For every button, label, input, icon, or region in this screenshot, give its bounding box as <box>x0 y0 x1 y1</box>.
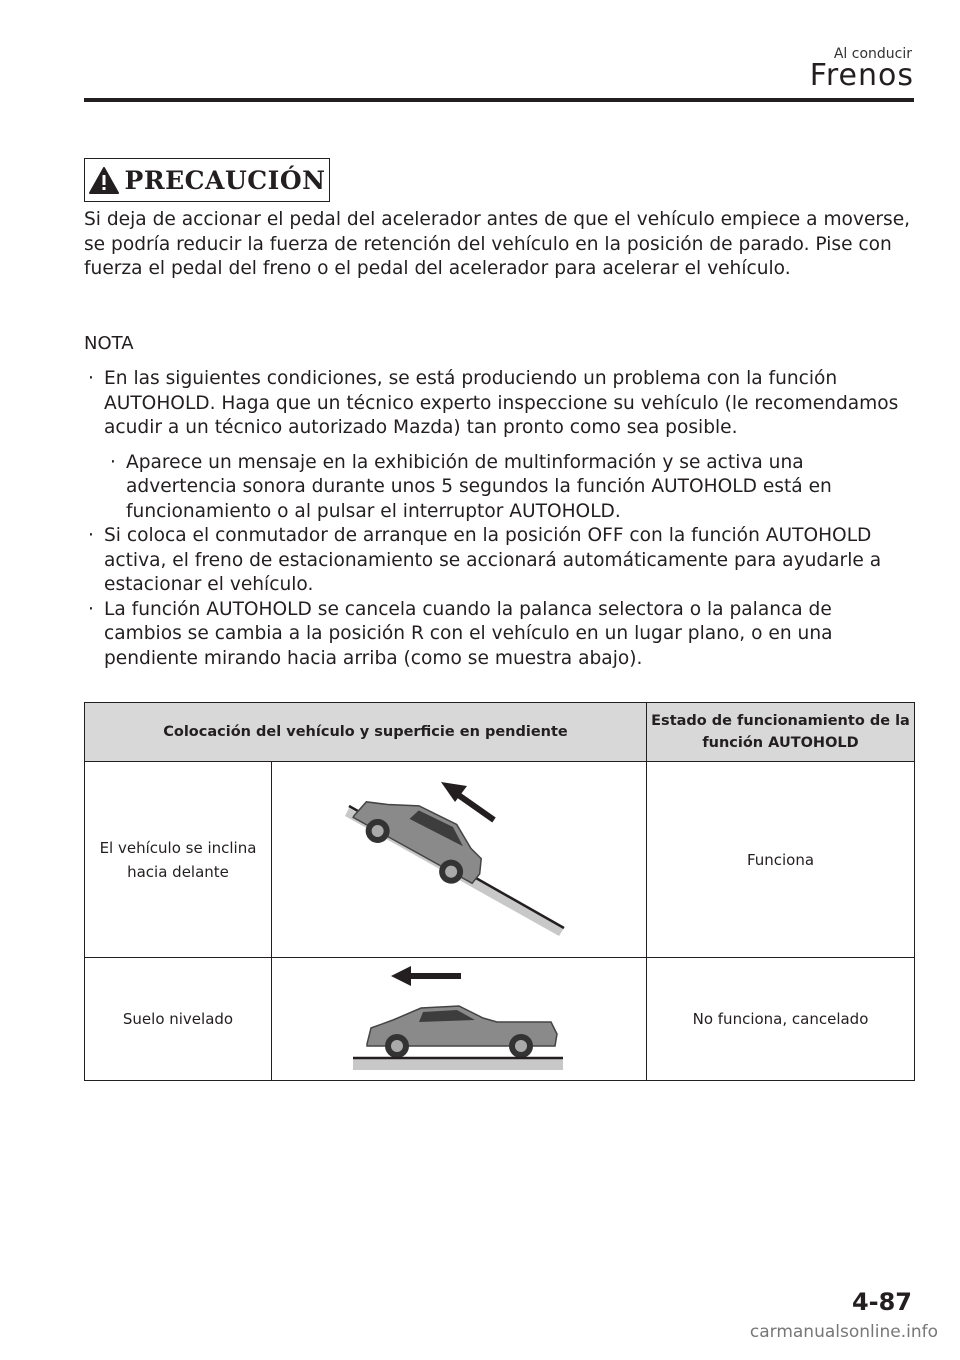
header-chapter-title: Frenos <box>809 58 914 93</box>
bullet: · <box>88 598 94 620</box>
header-rule <box>84 98 914 102</box>
list-item <box>84 598 914 672</box>
table-cell-status: No funciona, cancelado <box>647 958 915 1081</box>
nota-list <box>84 367 914 671</box>
bullet: · <box>110 451 116 473</box>
car-on-level-ground-illustration <box>349 962 569 1072</box>
table-cell-image <box>272 762 647 958</box>
table-cell-condition: Suelo nivelado <box>85 958 272 1081</box>
nota-label: NOTA <box>84 333 134 354</box>
autohold-slope-table <box>84 702 915 1081</box>
table-header-state: Estado de funcionamiento de la función AUTOHOLD <box>647 703 915 762</box>
list-item-text: En las siguientes condiciones, se está produciendo un problema con la función AUTOHOLD. Haga que un técnico experto inspeccione su vehículo (le recomendamos acudir a un técnico autorizado Mazda) tan pronto como sea posible. <box>104 368 899 438</box>
table-cell-image <box>272 958 647 1081</box>
arrow-up-left-icon <box>441 782 494 820</box>
table-row <box>85 762 915 958</box>
car-icon <box>367 1006 557 1058</box>
table-header-row <box>85 703 915 762</box>
list-item <box>84 451 914 525</box>
bullet: · <box>88 525 94 546</box>
page-number: 4-87 <box>851 1288 912 1316</box>
list-item-text: Si coloca el conmutador de arranque en la posición OFF con la función AUTOHOLD activa, el freno de estacionamiento se accionará automáticamente para ayudarle a estacionar el vehículo. <box>104 525 882 595</box>
car-on-slope-illustration <box>329 768 589 948</box>
bullet: · <box>88 368 94 389</box>
table-header-position: Colocación del vehículo y superficie en pendiente <box>85 703 647 762</box>
warning-triangle-icon <box>89 167 119 194</box>
condition-text: El vehículo se inclina hacia delante <box>99 838 257 881</box>
arrow-left-icon <box>391 966 461 986</box>
list-item <box>84 367 914 441</box>
table-cell-status: Funciona <box>647 762 915 958</box>
table-cell-condition <box>85 762 272 958</box>
car-icon <box>347 778 495 894</box>
list-item-text: Aparece un mensaje en la exhibición de multinformación y se activa una advertencia sonora durante unos 5 segundos la función AUTOHOLD está en funcionamiento o al pulsar el interruptor AUTOHOLD. <box>126 451 832 522</box>
table-row <box>85 958 915 1081</box>
caution-title: PRECAUCIÓN <box>124 165 326 195</box>
header-section: Al conducir <box>833 46 912 62</box>
caution-text: Si deja de accionar el pedal del acelerador antes de que el vehículo empiece a moverse, se podría reducir la fuerza de retención del vehículo en la posición de parado. Pise con fuerza el pedal del freno o el pedal del acelerador para acelerar el vehículo. <box>84 209 911 279</box>
list-item <box>84 524 914 598</box>
caution-box <box>84 158 330 202</box>
watermark: carmanualsonline.info <box>749 1322 938 1342</box>
list-item-text: La función AUTOHOLD se cancela cuando la palanca selectora o la palanca de cambios se cambia a la posición R con el vehículo en un lugar plano, o en una pendiente mirando hacia arriba (como se muestra abajo). <box>104 598 833 669</box>
